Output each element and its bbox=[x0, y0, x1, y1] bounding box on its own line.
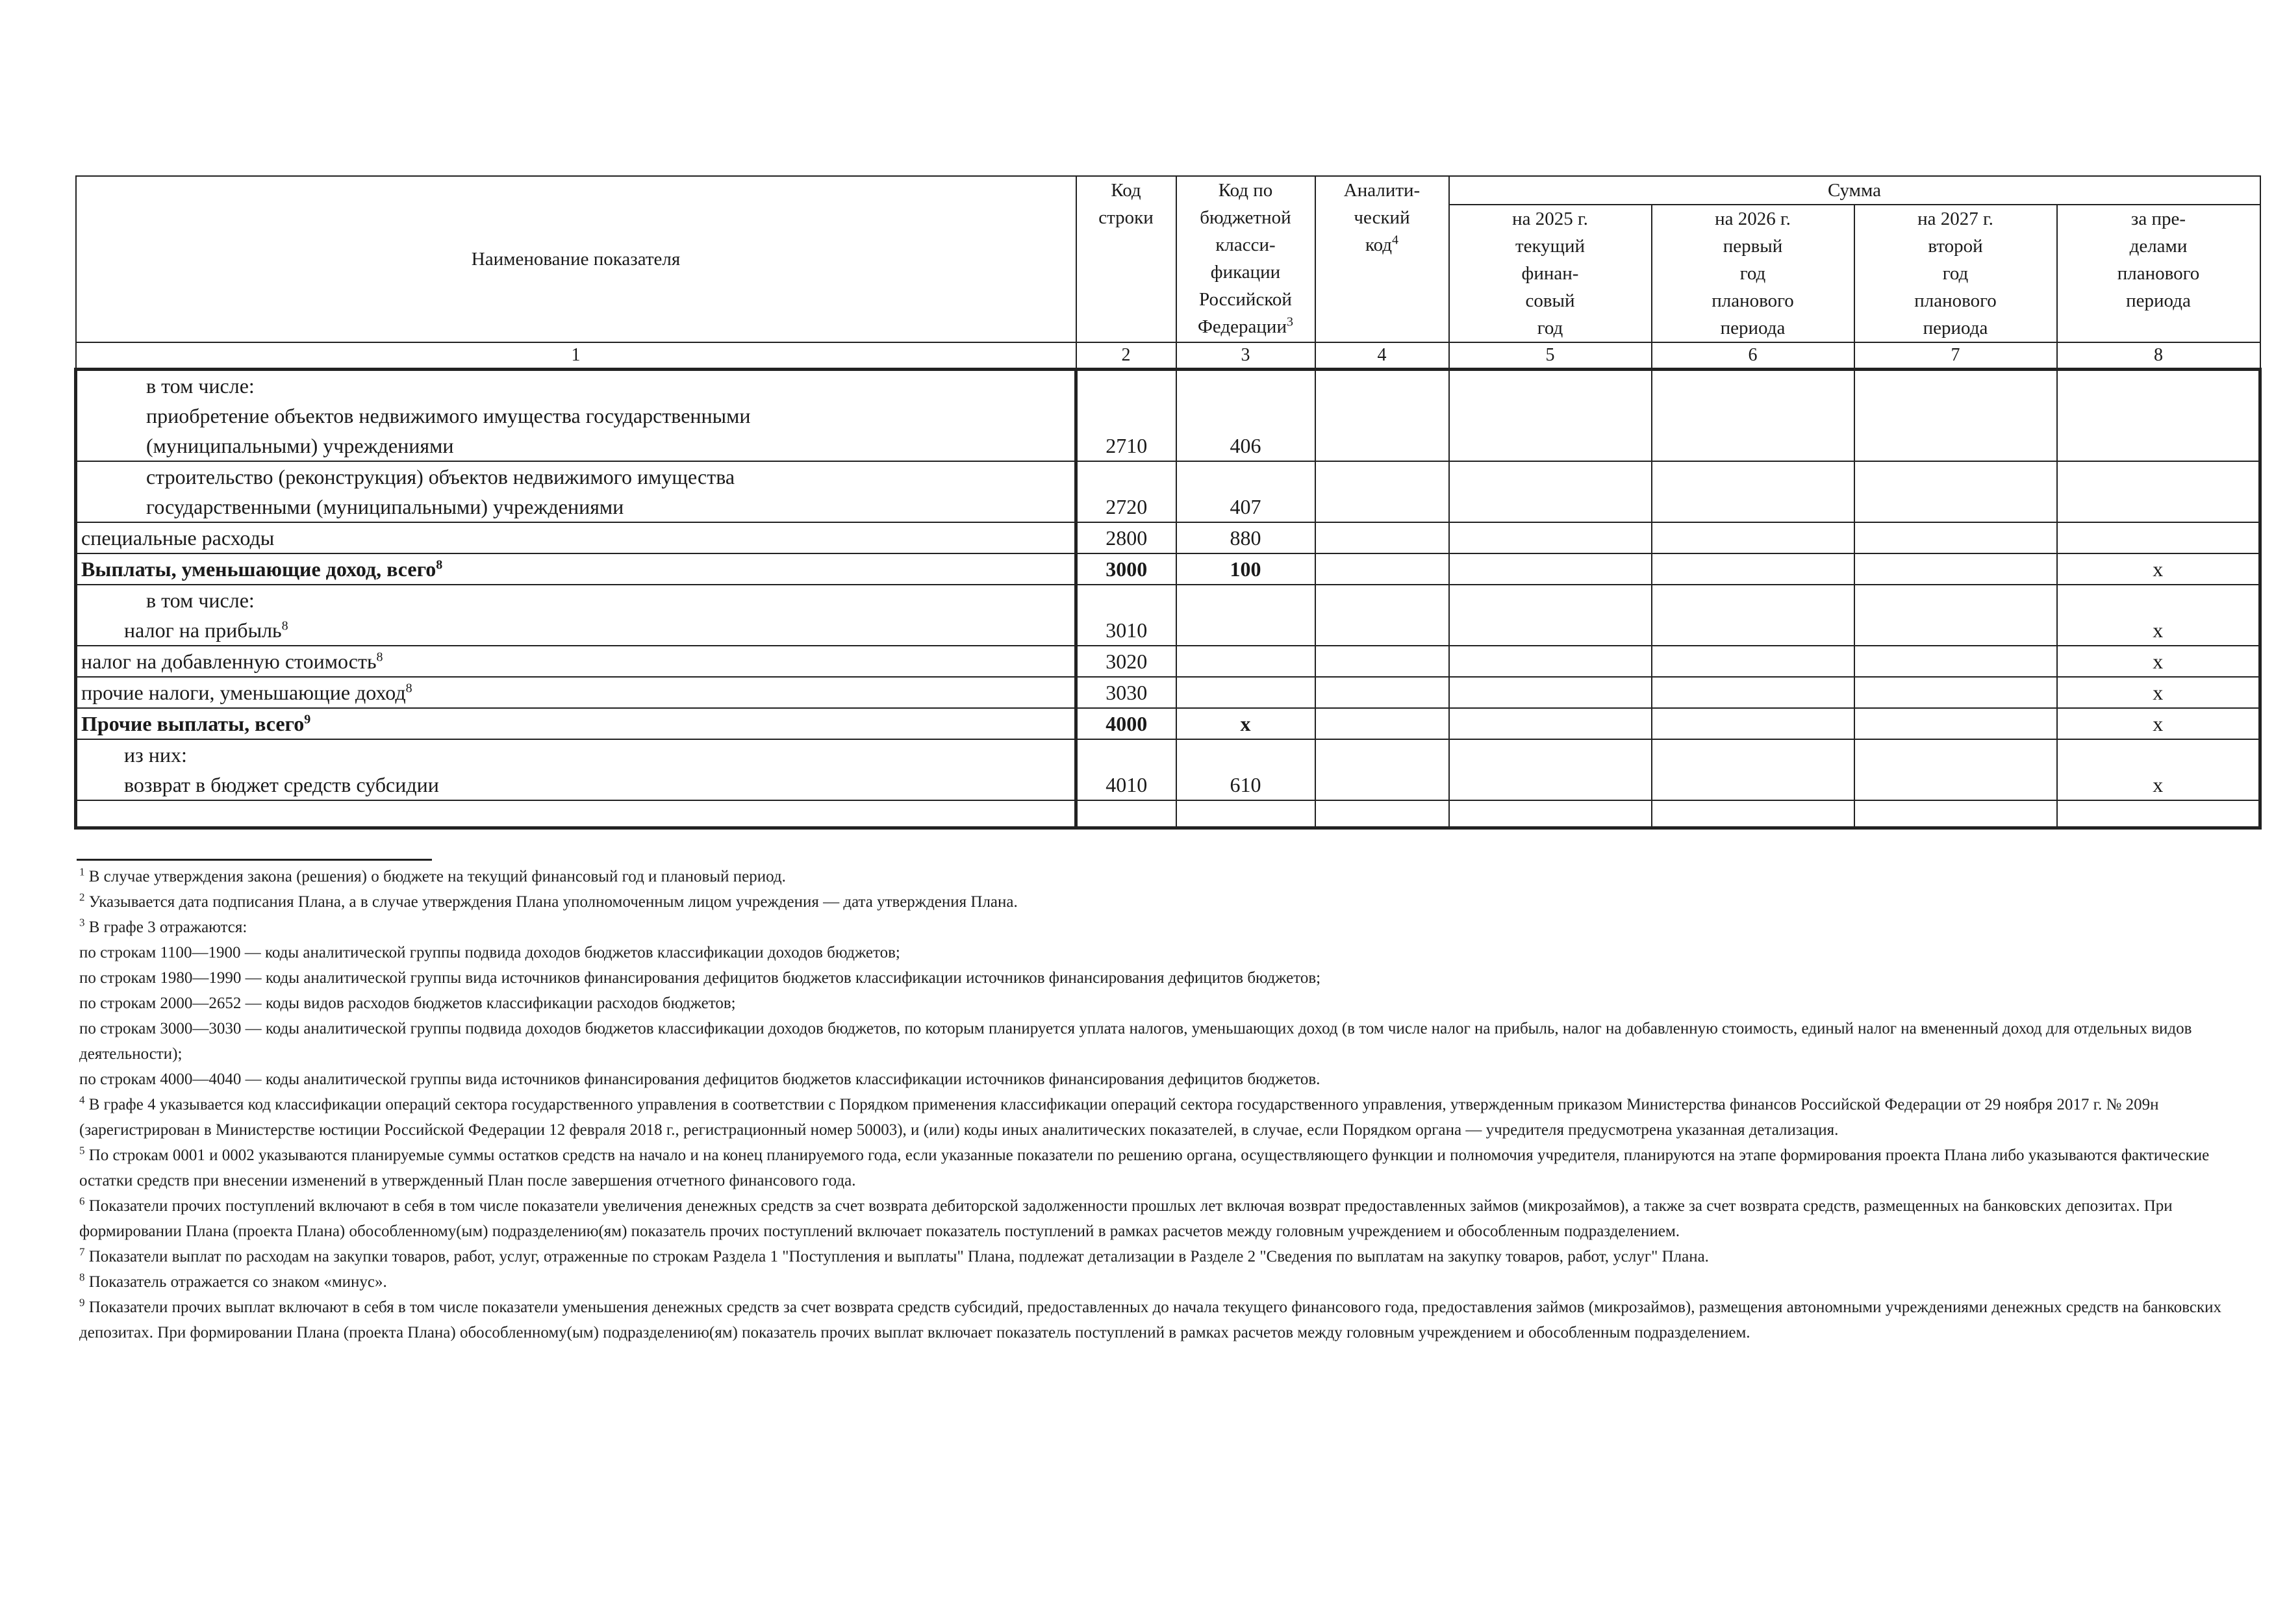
table-row bbox=[76, 708, 2260, 739]
row-label: Выплаты, уменьшающие доход, всего$^8$ bbox=[76, 553, 1076, 585]
row-budget-code: 407 bbox=[1176, 461, 1315, 522]
footnote: $^1$ В случае утверждения закона (решения) о бюджете на текущий финансовый год и плановый период. bbox=[79, 865, 786, 885]
footnote-separator bbox=[77, 859, 432, 861]
col-number: 8 bbox=[2057, 342, 2260, 370]
plan-table bbox=[74, 175, 2262, 830]
footnotes bbox=[79, 864, 2236, 1345]
row-budget-code: x bbox=[1176, 708, 1315, 739]
header-analytic-code: Аналити- ческий код$^4$ bbox=[1315, 176, 1449, 342]
footnote: $^7$ Показатели выплат по расходам на закупки товаров, работ, услуг, отраженные по строкам Раздела 1 "Поступления и выплаты" Плана, подлежат детализации в Разделе 2 "Сведения по выплатам на закупку товаров, работ, услуг" Плана. bbox=[79, 1245, 1709, 1265]
row-label: прочие налоги, уменьшающие доход$^8$ bbox=[76, 677, 1076, 708]
col-number: 7 bbox=[1854, 342, 2057, 370]
row-label: налог на добавленную стоимость$^8$ bbox=[76, 646, 1076, 677]
footnote: по строкам 2000—2652 — коды видов расходов бюджетов классификации расходов бюджетов; bbox=[79, 995, 736, 1012]
column-numbers-row bbox=[76, 342, 2260, 370]
footnote: $^3$ В графе 3 отражаются: bbox=[79, 916, 247, 936]
table-row bbox=[76, 646, 2260, 677]
row-code: 2800 bbox=[1076, 522, 1176, 553]
footnote: по строкам 3000—3030 — коды аналитической группы подвида доходов бюджетов классификации доходов бюджетов, по которым планируется уплата налогов, уменьшающих доход (в том числе налог на прибыль, налог на добавленную стоимость, единый налог на вмененный доход для отдельных видов деятельности); bbox=[79, 1020, 2192, 1063]
table-row bbox=[76, 739, 2260, 800]
row-code: 2720 bbox=[1076, 461, 1176, 522]
row-code: 4010 bbox=[1076, 739, 1176, 800]
col-number: 1 bbox=[76, 342, 1076, 370]
footnote: $^6$ Показатели прочих поступлений включают в себя в том числе показатели увеличения денежных средств за счет возврата дебиторской задолженности прошлых лет включая возврат предоставленных займов (микрозаймов), а также за счет возврата средств, размещенных на банковских депозитах. При формировании Плана (проекта Плана) обособленному(ым) подразделению(ям) показатель прочих поступлений включает показатель поступлений в рамках расчетов между головным учреждением и обособленным подразделением. bbox=[79, 1195, 2173, 1240]
footnote: $^8$ Показатель отражается со знаком «минус». bbox=[79, 1271, 387, 1291]
table-row-empty bbox=[76, 800, 2260, 828]
row-code: 3000 bbox=[1076, 553, 1176, 585]
footnote: по строкам 1100—1900 — коды аналитической группы подвида доходов бюджетов классификации доходов бюджетов; bbox=[79, 944, 900, 961]
header-year-2026: на 2026 г. первый год планового периода bbox=[1652, 205, 1854, 342]
table-row bbox=[76, 370, 2260, 462]
header-year-2025: на 2025 г. текущий финан- совый год bbox=[1449, 205, 1652, 342]
row-label: Прочие выплаты, всего$^9$ bbox=[76, 708, 1076, 739]
row-budget-code: 406 bbox=[1176, 370, 1315, 462]
row-label: в том числе: налог на прибыль$^8$ bbox=[76, 585, 1076, 646]
header-year-2027: на 2027 г. второй год планового периода bbox=[1854, 205, 2057, 342]
header-sum: Сумма bbox=[1449, 176, 2260, 205]
row-code: 2710 bbox=[1076, 370, 1176, 462]
col-number: 6 bbox=[1652, 342, 1854, 370]
header-name: Наименование показателя bbox=[76, 176, 1076, 342]
footnote: $^4$ В графе 4 указывается код классификации операций сектора государственного управления в соответствии с Порядком применения классификации операций сектора государственного управления, утвержденным приказом Министерства финансов Российской Федерации от 29 ноября 2017 г. № 209н (зарегистрирован в Министерстве юстиции Российской Федерации 12 февраля 2018 г., регистрационный номер 50003), и (или) коды иных аналитических показателей, в случае, если Порядком органа — учредителя предусмотрена указанная детализация. bbox=[79, 1093, 2159, 1139]
col-number: 2 bbox=[1076, 342, 1176, 370]
row-budget-code: 880 bbox=[1176, 522, 1315, 553]
row-label: из них: возврат в бюджет средств субсидии bbox=[76, 739, 1076, 800]
row-label: в том числе: приобретение объектов недвижимого имущества государственными (муниципальными) учреждениями bbox=[76, 370, 1076, 462]
header-beyond-plan: за пре- делами планового периода bbox=[2057, 205, 2260, 342]
header-budget-classification: Код по бюджетной класси- фикации Российской Федерации$^3$ bbox=[1176, 176, 1315, 342]
table-row bbox=[76, 522, 2260, 553]
row-beyond-value: x bbox=[2057, 708, 2260, 739]
footnote: $^9$ Показатели прочих выплат включают в себя в том числе показатели уменьшения денежных средств за счет возврата средств субсидий, предоставленных до начала текущего финансового года, предоставления займов (микрозаймов), размещения автономными учреждениями денежных средств на банковских депозитах. При формировании Плана (проекта Плана) обособленному(ым) подразделению(ям) показатель прочих выплат включает показатель поступлений в рамках расчетов между головным учреждением и обособленным подразделением. bbox=[79, 1296, 2222, 1341]
row-budget-code: 100 bbox=[1176, 553, 1315, 585]
header-code-row: Код строки bbox=[1076, 176, 1176, 342]
footnote: $^5$ По строкам 0001 и 0002 указываются планируемые суммы остатков средств на начало и на конец планируемого года, если указанные показатели по решению органа, осуществляющего функции и полномочия учредителя, планируются на этапе формирования проекта Плана либо указываются фактические остатки средств при внесении изменений в утвержденный План после завершения отчетного финансового года. bbox=[79, 1144, 2210, 1189]
table-row bbox=[76, 553, 2260, 585]
row-label: строительство (реконструкция) объектов недвижимого имущества государственными (муниципальными) учреждениями bbox=[76, 461, 1076, 522]
row-code: 3010 bbox=[1076, 585, 1176, 646]
row-beyond-value: x bbox=[2057, 585, 2260, 646]
row-code: 4000 bbox=[1076, 708, 1176, 739]
row-code: 3030 bbox=[1076, 677, 1176, 708]
row-beyond-value: x bbox=[2057, 677, 2260, 708]
row-beyond-value: x bbox=[2057, 739, 2260, 800]
row-budget-code: 610 bbox=[1176, 739, 1315, 800]
col-number: 4 bbox=[1315, 342, 1449, 370]
footnote: $^2$ Указывается дата подписания Плана, а в случае утверждения Плана уполномоченным лицом учреждения — дата утверждения Плана. bbox=[79, 891, 1018, 911]
col-number: 3 bbox=[1176, 342, 1315, 370]
row-code: 3020 bbox=[1076, 646, 1176, 677]
row-beyond-value: x bbox=[2057, 553, 2260, 585]
table-row bbox=[76, 585, 2260, 646]
footnote: по строкам 4000—4040 — коды аналитической группы вида источников финансирования дефицитов бюджетов классификации источников финансирования дефицитов бюджетов. bbox=[79, 1071, 1320, 1088]
row-label: специальные расходы bbox=[76, 522, 1076, 553]
col-number: 5 bbox=[1449, 342, 1652, 370]
footnote: по строкам 1980—1990 — коды аналитической группы вида источников финансирования дефицитов бюджетов классификации источников финансирования дефицитов бюджетов; bbox=[79, 969, 1321, 987]
row-beyond-value: x bbox=[2057, 646, 2260, 677]
table-row bbox=[76, 461, 2260, 522]
table-row bbox=[76, 677, 2260, 708]
